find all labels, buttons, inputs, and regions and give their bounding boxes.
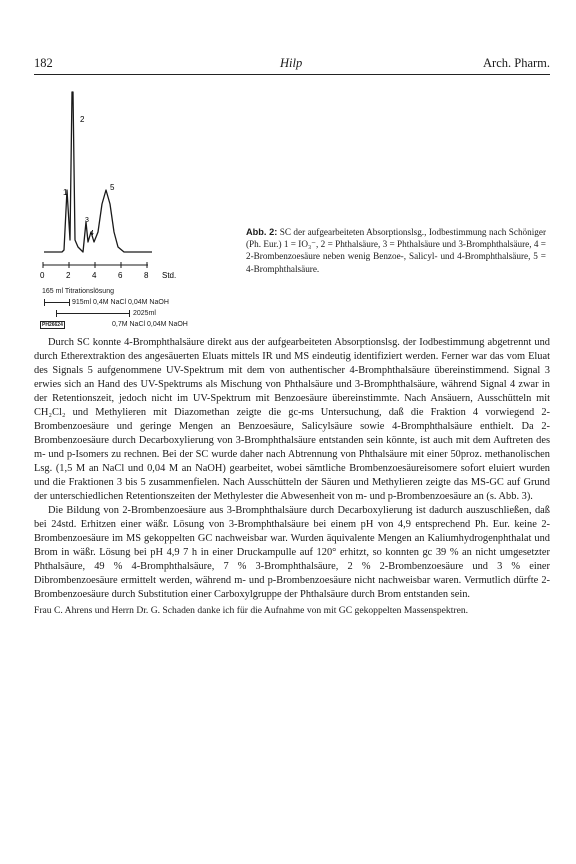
x-axis-unit: Std. <box>162 271 177 280</box>
legend-volume: 165 ml Titrationslösung <box>42 288 114 295</box>
legend-elution-1: 915ml 0,4M NaCl 0,04M NaOH <box>72 299 169 306</box>
header-rule <box>34 74 550 75</box>
legend-elution-3: 0,7M NaCl 0,04M NaOH <box>112 321 188 328</box>
x-tick-6: 6 <box>118 271 123 280</box>
peak-label-5: 5 <box>110 183 115 192</box>
chromatogram-figure <box>42 82 192 262</box>
legend-row-volume <box>40 286 240 297</box>
figure-caption <box>246 226 546 275</box>
x-tick-8: 8 <box>144 271 149 280</box>
caption-text: SC der aufgearbeiteten Absorptionslsg., Iodbestimmung nach Schöniger (Ph. Eur.) 1 = IO₃⁻, 2 = Phthalsäure, 3 = Phthalsäure und 3-Bromphthalsäure, 4 = 2-Brombenzoesäure neben wenig Benzoe-, Salicyl- und 4-Bromphthalsäure, 5 = 4-Bromphthalsäure. <box>246 227 547 274</box>
peak-label-1: 1 <box>63 188 68 197</box>
peak-label-4: 4 <box>90 230 94 237</box>
acknowledgement: Frau C. Ahrens und Herrn Dr. G. Schaden danke ich für die Aufnahme von mit GC gekoppelten Massenspektren. <box>34 605 469 616</box>
peak-label-3: 3 <box>85 217 89 224</box>
legend-elution-2: 2025ml <box>133 310 156 317</box>
page-number: 182 <box>34 56 53 70</box>
figure-legend <box>40 262 240 330</box>
x-axis <box>40 262 240 286</box>
peak-label-2: 2 <box>80 115 85 124</box>
legend-line-2 <box>56 313 130 314</box>
legend-line-1 <box>44 302 70 303</box>
caption-label: Abb. 2: <box>246 227 278 237</box>
legend-row-elution-3 <box>40 319 240 330</box>
running-header <box>34 56 550 72</box>
x-tick-4: 4 <box>92 271 97 280</box>
running-author: Hilp <box>280 56 303 70</box>
journal-name: Arch. Pharm. <box>483 56 550 70</box>
figure-stamp: PH26624 <box>42 322 63 328</box>
legend-row-elution-1 <box>40 297 240 308</box>
legend-row-elution-2 <box>40 308 240 319</box>
paragraph-2: Die Bildung von 2-Brombenzoesäure aus 3-Bromphthalsäure durch Decarboxylierung ist dadurch auszuschließen, daß bei 24std. Erhitzen einer wäßr. Lösung von 3-Bromphthalsäure bei einem pH von 4,9 entsprechend Ph. Eur. keine 2-Brombenzoesäure im MS gekoppelten GC nachweisbar war. Wurden äquivalente Mengen an Kaliumhydrogenphthalat und Brom in wäßr. Lösung bei pH 4,9 7 h in einer Druckampulle auf 120° erhitzt, so konnten gc 39 % an nicht umgesetzter Phthalsäure, 49 % 4-Bromphthalsäure, 7 % 3-Bromphthalsäure, 2 % 2-Brombenzoesäure und 3 % einer Dibrombenzoesäure ermittelt werden, während m- und p-Brombenzoesäure nicht nachweisbar waren. Vermutlich dürfte 2-Brombenzoesäure durch Substitution einer Carboxylgruppe der Phthalsäure durch Brom entstanden sein. <box>34 505 550 600</box>
body-text <box>34 336 550 617</box>
x-tick-0: 0 <box>40 271 45 280</box>
x-tick-2: 2 <box>66 271 71 280</box>
chromatogram-trace <box>44 92 152 252</box>
paragraph-1: Durch SC konnte 4-Bromphthalsäure direkt aus der aufgearbeiteten Absorptionslsg. der Iodbestimmung abgetrennt und durch Etherextraktion des angesäuerten Eluats mittels IR und MS eindeutig identifiziert werden. Ferner war das vom Eluat des Signals 5 aufgenommene UV-Spektrum mit dem von authentischer 4-Bromphthalsäure übereinstimmend. Signal 3 erwies sich an Hand des UV-Spektrums als Mischung von Phthalsäure und 3-Bromphthalsäure, während Signal 4 zwar in der Retentionszeit, jedoch nicht im UV-Spektrum mit Benzoesäure übereinstimmte. Nach Ansäuern, Ausschütteln mit CH₂Cl₂ und Methylieren mit Diazomethan zeigte die gc-ms Untersuchung, daß die Fraktion 4 vorwiegend 2-Brombenzoesäure und geringe Mengen an Benzoesäure, Salicylsäure sowie 4-Bromphthalsäure enthielt. Da 2-Brombenzoesäure durch Decarboxylierung von 3-Bromphthalsäure entstanden sein könnte, ist auch mit dem Auftreten des m- und p-Isomers zu rechnen. Bei der SC wurde daher nach Abtrennung von Phthalsäure mit einer 50proz. methanolischen Lsg. (1,5 M an NaCl und 0,04 M an NaOH) gearbeitet, wobei sämtliche Brombenzoesäureisomere sofort eluiert wurden und die Fraktionen 3 bis 5 zusammenfielen. Nach Ausschütteln der Säuren und Methylieren zeigte das MS-GC auf Grund der unterschiedlichen Retentionszeiten der Methylester die Abwesenheit von m- und p-Brombenzoesäure an (s. Abb. 3). <box>34 337 550 502</box>
